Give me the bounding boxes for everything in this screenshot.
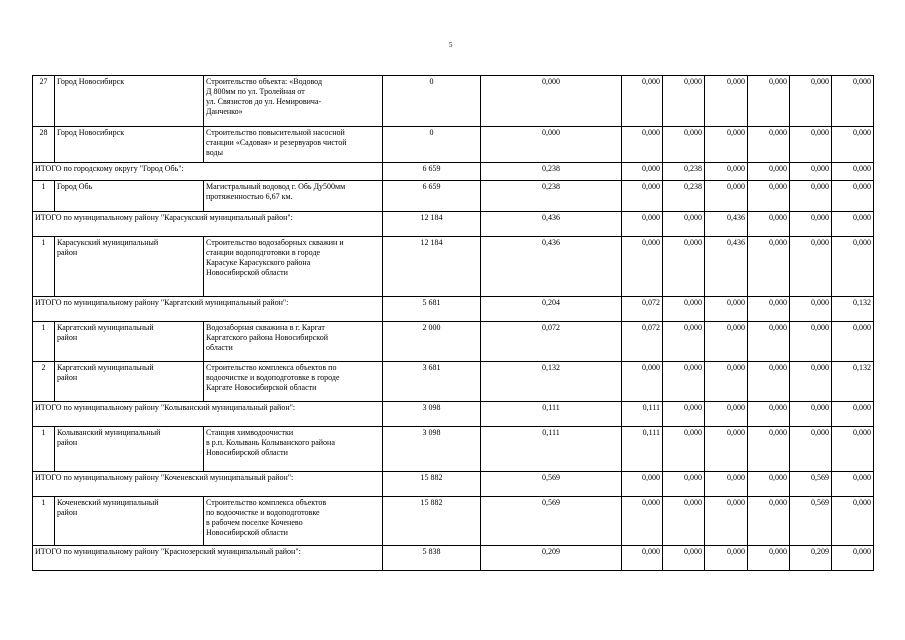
year-value-cell: 0,000: [748, 76, 790, 127]
project-description-line: Д 800мм по ул. Тролейная от: [206, 87, 305, 96]
year-value-cell: 0,000: [748, 427, 790, 472]
year-value-cell: 0,000: [832, 127, 874, 163]
year-value-cell: 0,111: [622, 427, 663, 472]
municipality-name: [55, 76, 204, 127]
total-cell: 0,072: [481, 322, 622, 362]
municipality-name: [55, 362, 204, 402]
project-description: [204, 322, 383, 362]
row-number: 1: [33, 181, 55, 212]
year-value-cell: 0,000: [748, 472, 790, 497]
year-value-cell: 0,569: [790, 472, 832, 497]
amount-cell: 2 000: [383, 322, 481, 362]
year-value-cell: 0,000: [705, 181, 748, 212]
year-value-cell: 0,000: [832, 322, 874, 362]
municipality-name-line: Город Обь: [57, 182, 93, 191]
total-label: ИТОГО по городскому округу "Город Обь":: [33, 163, 383, 181]
year-value-cell: 0,000: [663, 427, 705, 472]
total-row: [33, 472, 874, 497]
amount-cell: 6 659: [383, 163, 481, 181]
project-description: [204, 181, 383, 212]
project-description-line: в рабочем поселке Коченево: [206, 518, 303, 527]
row-number: 27: [33, 76, 55, 127]
year-value-cell: 0,000: [790, 237, 832, 297]
row-number: 2: [33, 362, 55, 402]
amount-cell: 5 838: [383, 546, 481, 571]
year-value-cell: 0,000: [790, 212, 832, 237]
table-body: [33, 76, 874, 571]
table-row: [33, 181, 874, 212]
total-row: [33, 402, 874, 427]
project-description: [204, 237, 383, 297]
year-value-cell: 0,000: [663, 212, 705, 237]
table-row: [33, 76, 874, 127]
year-value-cell: 0,000: [748, 546, 790, 571]
year-value-cell: 0,000: [705, 497, 748, 546]
year-value-cell: 0,000: [705, 76, 748, 127]
year-value-cell: 0,000: [705, 402, 748, 427]
project-description-line: Строительство комплекса объектов: [206, 498, 327, 507]
year-value-cell: 0,000: [748, 322, 790, 362]
year-value-cell: 0,000: [790, 127, 832, 163]
municipality-name-line: район: [57, 248, 78, 257]
project-description-line: Магистральный водовод г. Обь Ду500мм: [206, 182, 346, 191]
page-number: 5: [449, 41, 453, 49]
year-value-cell: 0,132: [832, 362, 874, 402]
year-value-cell: 0,072: [622, 322, 663, 362]
year-value-cell: 0,000: [622, 362, 663, 402]
municipality-name-line: Карасукский муниципальный: [57, 238, 159, 247]
amount-cell: 5 681: [383, 297, 481, 322]
municipality-name-line: Каргатский муниципальный: [57, 363, 154, 372]
year-value-cell: 0,000: [705, 362, 748, 402]
total-label: ИТОГО по муниципальному району "Карасукский муниципальный район":: [33, 212, 383, 237]
table-row: [33, 237, 874, 297]
year-value-cell: 0,000: [663, 127, 705, 163]
table-row: [33, 322, 874, 362]
project-description-line: Водозаборная скважина в г. Каргат: [206, 323, 325, 332]
municipality-name-line: Город Новосибирск: [57, 77, 125, 86]
total-label: ИТОГО по муниципальному району "Коченевский муниципальный район":: [33, 472, 383, 497]
year-value-cell: 0,000: [748, 212, 790, 237]
year-value-cell: 0,000: [705, 322, 748, 362]
year-value-cell: 0,000: [663, 362, 705, 402]
year-value-cell: 0,238: [663, 181, 705, 212]
project-description-line: Данченко»: [206, 107, 243, 116]
table-row: [33, 427, 874, 472]
amount-cell: 0: [383, 76, 481, 127]
year-value-cell: 0,000: [748, 181, 790, 212]
amount-cell: 3 098: [383, 402, 481, 427]
row-number: 1: [33, 237, 55, 297]
year-value-cell: 0,000: [790, 181, 832, 212]
year-value-cell: 0,000: [748, 163, 790, 181]
year-value-cell: 0,000: [790, 402, 832, 427]
project-description-line: ул. Связистов до ул. Немировича-: [206, 97, 322, 106]
year-value-cell: 0,000: [663, 322, 705, 362]
municipality-name-line: район: [57, 373, 78, 382]
municipality-name: [55, 427, 204, 472]
total-cell: 0,436: [481, 237, 622, 297]
project-description-line: Строительство объекта: «Водовод: [206, 77, 323, 86]
amount-cell: 3 681: [383, 362, 481, 402]
municipality-name: [55, 127, 204, 163]
amount-cell: 6 659: [383, 181, 481, 212]
year-value-cell: 0,000: [790, 76, 832, 127]
project-description-line: Новосибирской области: [206, 528, 288, 537]
municipality-name-line: район: [57, 438, 78, 447]
project-description: [204, 362, 383, 402]
municipality-name-line: Колыванский муниципальный: [57, 428, 161, 437]
year-value-cell: 0,000: [832, 472, 874, 497]
project-description-line: водоочистке и водоподготовке в городе: [206, 373, 340, 382]
year-value-cell: 0,111: [622, 402, 663, 427]
total-label: ИТОГО по муниципальному району "Каргатский муниципальный район":: [33, 297, 383, 322]
amount-cell: 3 098: [383, 427, 481, 472]
project-description-line: по водоочистке и водоподготовке: [206, 508, 320, 517]
year-value-cell: 0,000: [790, 427, 832, 472]
project-description-line: Новосибирской области: [206, 448, 288, 457]
year-value-cell: 0,000: [832, 237, 874, 297]
year-value-cell: 0,000: [748, 237, 790, 297]
year-value-cell: 0,000: [790, 322, 832, 362]
total-cell: 0,436: [481, 212, 622, 237]
total-label: ИТОГО по муниципальному району "Краснозерский муниципальный район":: [33, 546, 383, 571]
total-cell: 0,569: [481, 497, 622, 546]
project-description: [204, 427, 383, 472]
total-cell: 0,209: [481, 546, 622, 571]
year-value-cell: 0,000: [622, 76, 663, 127]
total-cell: 0,000: [481, 76, 622, 127]
municipality-name-line: Каргатский муниципальный: [57, 323, 154, 332]
total-cell: 0,238: [481, 181, 622, 212]
municipality-name: [55, 181, 204, 212]
year-value-cell: 0,000: [622, 181, 663, 212]
amount-cell: 12 184: [383, 237, 481, 297]
amount-cell: 15 882: [383, 472, 481, 497]
year-value-cell: 0,000: [622, 472, 663, 497]
project-description-line: Строительство комплекса объектов по: [206, 363, 337, 372]
year-value-cell: 0,000: [705, 163, 748, 181]
total-row: [33, 163, 874, 181]
table-row: [33, 362, 874, 402]
year-value-cell: 0,000: [832, 76, 874, 127]
total-cell: 0,111: [481, 402, 622, 427]
year-value-cell: 0,000: [663, 297, 705, 322]
year-value-cell: 0,132: [832, 297, 874, 322]
year-value-cell: 0,000: [705, 427, 748, 472]
amount-cell: 12 184: [383, 212, 481, 237]
year-value-cell: 0,000: [748, 297, 790, 322]
year-value-cell: 0,000: [790, 163, 832, 181]
municipality-name-line: район: [57, 333, 78, 342]
project-description-line: Станция химводоочистки: [206, 428, 294, 437]
municipality-name-line: Коченевский муниципальный: [57, 498, 159, 507]
year-value-cell: 0,000: [622, 237, 663, 297]
year-value-cell: 0,000: [663, 472, 705, 497]
project-description-line: Строительство водозаборных скважин и: [206, 238, 344, 247]
year-value-cell: 0,209: [790, 546, 832, 571]
municipality-name: [55, 497, 204, 546]
total-row: [33, 297, 874, 322]
total-row: [33, 212, 874, 237]
year-value-cell: 0,000: [832, 427, 874, 472]
year-value-cell: 0,000: [705, 472, 748, 497]
year-value-cell: 0,000: [748, 127, 790, 163]
project-description: [204, 497, 383, 546]
year-value-cell: 0,000: [663, 402, 705, 427]
year-value-cell: 0,000: [622, 163, 663, 181]
year-value-cell: 0,000: [705, 546, 748, 571]
total-cell: 0,111: [481, 427, 622, 472]
year-value-cell: 0,436: [705, 237, 748, 297]
year-value-cell: 0,000: [622, 497, 663, 546]
municipality-name-line: район: [57, 508, 78, 517]
row-number: 1: [33, 427, 55, 472]
total-cell: 0,000: [481, 127, 622, 163]
year-value-cell: 0,000: [705, 127, 748, 163]
total-label: ИТОГО по муниципальному району "Колыванский муниципальный район":: [33, 402, 383, 427]
row-number: 1: [33, 322, 55, 362]
amount-cell: 0: [383, 127, 481, 163]
year-value-cell: 0,000: [663, 76, 705, 127]
table-row: [33, 127, 874, 163]
row-number: 28: [33, 127, 55, 163]
year-value-cell: 0,000: [832, 497, 874, 546]
total-cell: 0,569: [481, 472, 622, 497]
year-value-cell: 0,000: [832, 181, 874, 212]
total-cell: 0,238: [481, 163, 622, 181]
year-value-cell: 0,000: [663, 497, 705, 546]
project-description-line: Карасуке Карасукского района: [206, 258, 311, 267]
year-value-cell: 0,000: [832, 163, 874, 181]
year-value-cell: 0,000: [663, 546, 705, 571]
total-cell: 0,132: [481, 362, 622, 402]
year-value-cell: 0,000: [622, 546, 663, 571]
project-description-line: протяженностью 6,67 км.: [206, 192, 293, 201]
project-description-line: станции водоподготовки в городе: [206, 248, 321, 257]
municipality-name: [55, 237, 204, 297]
year-value-cell: 0,000: [832, 546, 874, 571]
year-value-cell: 0,000: [748, 362, 790, 402]
year-value-cell: 0,000: [748, 497, 790, 546]
project-description: [204, 76, 383, 127]
year-value-cell: 0,238: [663, 163, 705, 181]
amount-cell: 15 882: [383, 497, 481, 546]
year-value-cell: 0,000: [790, 297, 832, 322]
year-value-cell: 0,000: [832, 402, 874, 427]
project-description-line: Каргате Новосибирской области: [206, 383, 317, 392]
year-value-cell: 0,000: [622, 127, 663, 163]
municipality-name: [55, 322, 204, 362]
municipality-name-line: Город Новосибирск: [57, 128, 125, 137]
investment-table: [32, 75, 874, 571]
year-value-cell: 0,000: [622, 212, 663, 237]
project-description-line: станции «Садовая» и резервуаров чистой: [206, 138, 347, 147]
year-value-cell: 0,569: [790, 497, 832, 546]
year-value-cell: 0,000: [705, 297, 748, 322]
year-value-cell: 0,436: [705, 212, 748, 237]
project-description: [204, 127, 383, 163]
year-value-cell: 0,072: [622, 297, 663, 322]
table-row: [33, 497, 874, 546]
year-value-cell: 0,000: [748, 402, 790, 427]
project-description-line: в р.п. Колывань Колыванского района: [206, 438, 335, 447]
total-cell: 0,204: [481, 297, 622, 322]
project-description-line: Строительство повысительной насосной: [206, 128, 345, 137]
total-row: [33, 546, 874, 571]
year-value-cell: 0,000: [832, 212, 874, 237]
project-description-line: Новосибирской области: [206, 268, 288, 277]
project-description-line: Каргатского района Новосибирской: [206, 333, 328, 342]
year-value-cell: 0,000: [790, 362, 832, 402]
project-description-line: области: [206, 343, 233, 352]
row-number: 1: [33, 497, 55, 546]
project-description-line: воды: [206, 148, 223, 157]
year-value-cell: 0,000: [663, 237, 705, 297]
